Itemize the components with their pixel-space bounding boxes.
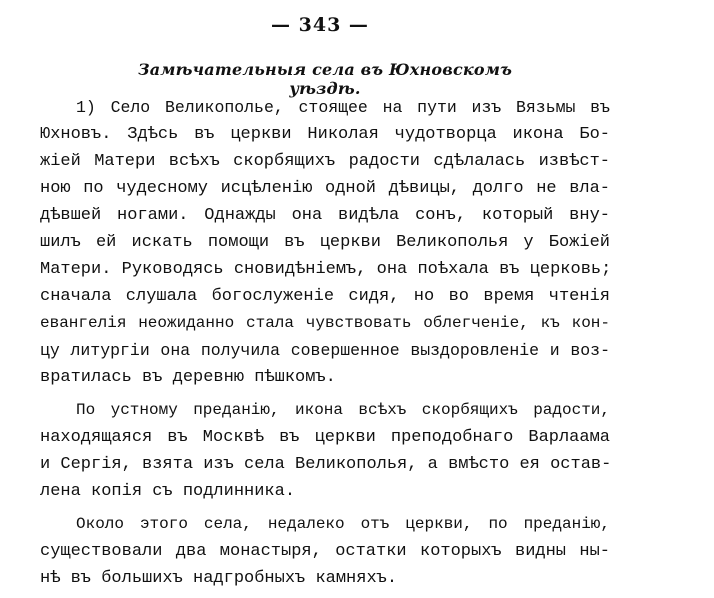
paragraph bbox=[40, 397, 610, 505]
text-line: жіей Матери всѣхъ скорбящихъ радости сдѣлалась извѣст- bbox=[40, 152, 610, 171]
text-line: существовали два монастыря, остатки которыхъ видны ны- bbox=[40, 542, 610, 561]
paragraph bbox=[40, 511, 610, 592]
paragraph bbox=[40, 94, 610, 391]
text-line: и Сергія, взята изъ села Великополья, а вмѣсто ея остав- bbox=[40, 455, 612, 474]
text-line: дѣвшей ногами. Однажды она видѣла сонъ, который вну- bbox=[40, 206, 610, 225]
text-line: Юхновъ. Здѣсь въ церкви Николая чудотворца икона Бо- bbox=[40, 125, 610, 144]
text-line: Около этого села, недалеко отъ церкви, по преданію, bbox=[76, 515, 610, 533]
text-line: вратилась въ деревню пѣшкомъ. bbox=[40, 368, 336, 387]
text-line: находящаяся въ Москвѣ въ церкви преподобнаго Варлаама bbox=[40, 428, 610, 447]
section-heading: Замѣчательныя села въ Юхновскомъ уѣздѣ. bbox=[137, 60, 513, 98]
text-line: лена копія съ подлинника. bbox=[40, 482, 296, 501]
text-line: По устному преданію, икона всѣхъ скорбящихъ радости, bbox=[76, 401, 610, 419]
text-line: ною по чудесному исцѣленію одной дѣвицы, долго не вла- bbox=[40, 179, 610, 198]
text-line: цу литургіи она получила совершенное выздоровленіе и воз- bbox=[40, 341, 610, 360]
body-text bbox=[40, 94, 610, 598]
text-line: шилъ ей искать помощи въ церкви Великополья у Божіей bbox=[40, 233, 610, 252]
text-line: сначала слушала богослуженіе сидя, но во время чтенія bbox=[40, 287, 610, 306]
text-line: нѣ въ большихъ надгробныхъ камняхъ. bbox=[40, 569, 398, 588]
page-number: — 343 — bbox=[271, 14, 369, 36]
text-line: евангелія неожиданно стала чувствовать облегченіе, къ кон- bbox=[40, 314, 610, 332]
text-line: Матери. Руководясь сновидѣніемъ, она поѣхала въ церковь; bbox=[40, 260, 612, 279]
text-line: 1) Село Великополье, стоящее на пути изъ Вязьмы въ bbox=[76, 98, 610, 117]
